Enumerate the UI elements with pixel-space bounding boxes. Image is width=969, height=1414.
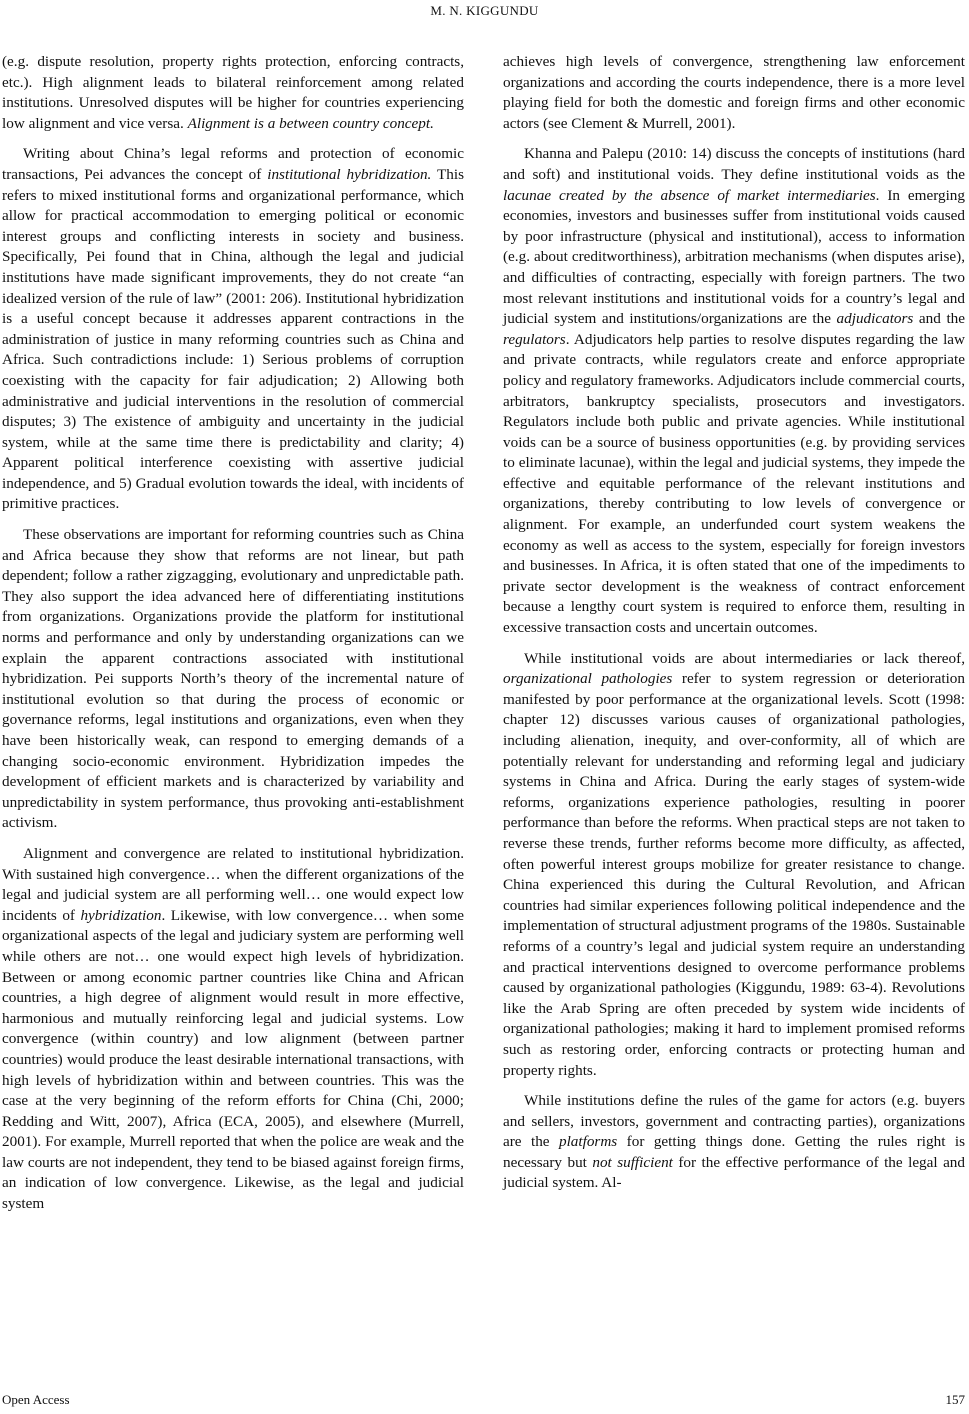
- paragraph: [503, 1091, 965, 1194]
- italic-text: Alignment is a between country concept.: [187, 114, 434, 132]
- text-run: . Adjudicators help parties to resolve disputes regarding the law and private contracts, while regulators create and enforce appropriate policy and regulatory frameworks. Adjudicators include commercial courts, arbitrators, bankruptcy specialists, prosecutors and investigators. Regulators include both public and private agencies. While institutional voids can be a source of business opportunities (e.g. by providing services to eliminate lacunae), within the legal and judicial systems, they impede the effective and equitable performance of the relevant institutions and organizations, thereby contributing to low levels of convergence or alignment. For example, an underfunded court system weakens the economy as well as access to the system, especially for foreign investors and businesses. In Africa, it is often stated that one of the impediments to private sector development is the weakness of contract enforcement because a lengthy court system is required to enforce them, resulting in excessive transaction costs and uncertain outcomes.: [503, 330, 965, 637]
- text-run: Khanna and Palepu (2010: 14) discuss the concepts of institutions (hard and soft) and institutional voids. They define institutional voids as the: [503, 145, 965, 183]
- text-run: for the effective performance of the legal and judicial system. Al-: [503, 1153, 965, 1192]
- paragraph: [503, 649, 965, 1081]
- paragraph: [2, 525, 464, 834]
- running-head: M. N. KIGGUNDU: [430, 3, 539, 18]
- paragraph: [2, 144, 464, 515]
- text-run: While institutional voids are about intermediaries or lack thereof,: [524, 649, 965, 667]
- paragraph: [2, 844, 464, 1215]
- paragraph: [2, 52, 464, 134]
- left-column: [2, 52, 464, 1225]
- text-run: achieves high levels of convergence, strengthening law enforcement organizations and according the courts independence, there is a more level playing field for both the domestic and foreign firms and other economic actors (see Clement & Murrell, 2001).: [503, 53, 965, 132]
- italic-text: organizational pathologies: [503, 670, 673, 688]
- italic-text: platforms: [558, 1133, 618, 1151]
- text-run: . In emerging economies, investors and businesses suffer from institutional voids caused by poor infrastructure (physical and institutional), access to information (e.g. about creditworthiness), arbitration mechanisms (when disputes arise), and difficulties of contracting, especially with foreign partners. The two most relevant institutions and institutional voids for a country’s legal and judicial system and institutions/organizations are the: [503, 186, 965, 328]
- text-run: While institutions define the rules of the game for actors (e.g. buyers and sellers, investors, government and contracting parties), organizations are the: [503, 1092, 965, 1151]
- text-run: Writing about China’s legal reforms and protection of economic transactions, Pei advances the concept of: [2, 145, 464, 183]
- text-run: This refers to mixed institutional forms and organizational performance, which allow for practical accommodation to emerging political or economic interest groups and conflicting interests in society and business. Specifically, Pei found that in China, although the legal and judicial institutions have made significant improvements, they do not create “an idealized version of the rule of law” (2001: 206). Institutional hybridization is a useful concept because it addresses apparent contractions in the administration of justice in many reforming countries such as China and Africa. Such contradictions include: 1) Serious problems of corruption coexisting with the capacity for fair adjudication; 2) Allowing both administrative and judicial interventions in the resolution of commercial disputes; 3) The existence of ambiguity and uncertainty in the judicial system, while at the same time there is predictability and clarity; 4) Apparent political interference coexisting with assertive judicial independence, and 5) Gradual evolution towards the ideal, with incidents of primitive practices.: [2, 165, 464, 513]
- page-number: 157: [945, 1392, 965, 1407]
- text-run: Alignment and convergence are related to institutional hybridization. With sustained high convergence… when the different organizations of the legal and judicial system are all performing well… one would expect low incidents of: [2, 844, 464, 924]
- text-run: and the: [913, 310, 965, 328]
- italic-text: hybridization: [80, 906, 162, 924]
- text-run: refer to system regression or deterioration manifested by poor performance at the organizational levels. Scott (1998: chapter 12) discusses various causes of organizational pathologies, including alienation, inequity, and over-conformity, all of which are potentially relevant for understanding and reforming legal and judiciary systems in China and Africa. During the early stages of system-wide reforms, organizations experience pathologies, resulting in poorer performance than before the reforms. When practical steps are not taken to reverse these trends, further reforms become more difficulty, as affected, often powerful interest groups mobilize for greater resistance to change. China experienced this during the Cultural Revolution, and African countries had similar experiences following political independence and the implementation of structural adjustment programs of the 1980s. Sustainable reforms of a country’s legal and judicial system require an understanding and practical interventions designed to overcome performance problems caused by organizational pathologies (Kiggundu, 1989: 63-4). Revolutions like the Arab Spring are often preceded by system wide incidents of organizational pathologies; making it hard to implement promised reforms such as restoring order, enforcing contracts or protecting human and property rights.: [503, 670, 965, 1079]
- text-run: (e.g. dispute resolution, property rights protection, enforcing contracts, etc.). High alignment leads to bilateral reinforcement among related institutions. Unresolved disputes will be higher for countries experiencing low alignment and vice versa.: [2, 53, 464, 132]
- italic-text: adjudicators: [836, 310, 914, 328]
- italic-text: not sufficient: [592, 1153, 673, 1171]
- text-run: These observations are important for reforming countries such as China and Africa because they show that reforms are not linear, but path dependent; follow a rather zigzagging, evolutionary and unpredictable path. They also support the idea advanced here of differentiating institutions from organizations. Organizations provide the platform for institutional norms and performance and only by understanding organizations can we explain the apparent contractions associated with institutional hybridization. Pei supports North’s theory of the incremental nature of institutional evolution so that during the process of economic or governance reforms, legal institutions and organizations, even when they have been historically weak, can respond to emerging demands of a changing socio-economic environment. Hybridization impedes the development of efficient markets and is characterized by variability and unpredictability in system performance, thus provoking anti-establishment activism.: [2, 526, 464, 832]
- text-run: . Likewise, with low convergence… when some organizational aspects of the legal and judiciary system are performing well while others are not… one would expect high levels of hybridization. Between or among economic partner countries like China and African countries, a high degree of alignment would result in more effective, harmonious and mutually reinforcing legal and judicial systems. Low convergence (within country) and low alignment (between partner countries) would produce the least desirable international transactions, with high levels of hybridization within and between countries. This was the case at the very beginning of the reform efforts for China (Chi, 2000; Redding and Witt, 2007), Africa (ECA, 2005), and elsewhere (Murrell, 2001). For example, Murrell reported that when the police are weak and the law courts are not independent, they tend to be biased against foreign firms, an indication of low convergence. Likewise, as the legal and judicial system: [2, 906, 464, 1213]
- italic-text: lacunae created by the absence of market intermediaries: [503, 186, 876, 204]
- footer-journal-label: Open Access: [2, 1392, 70, 1407]
- italic-text: institutional hybridization.: [267, 165, 432, 183]
- italic-text: regulators: [503, 330, 566, 348]
- paragraph: [503, 144, 965, 638]
- text-run: for getting things done. Getting the rules right is necessary but: [503, 1133, 965, 1171]
- right-column: [503, 52, 965, 1204]
- paragraph: [503, 52, 965, 134]
